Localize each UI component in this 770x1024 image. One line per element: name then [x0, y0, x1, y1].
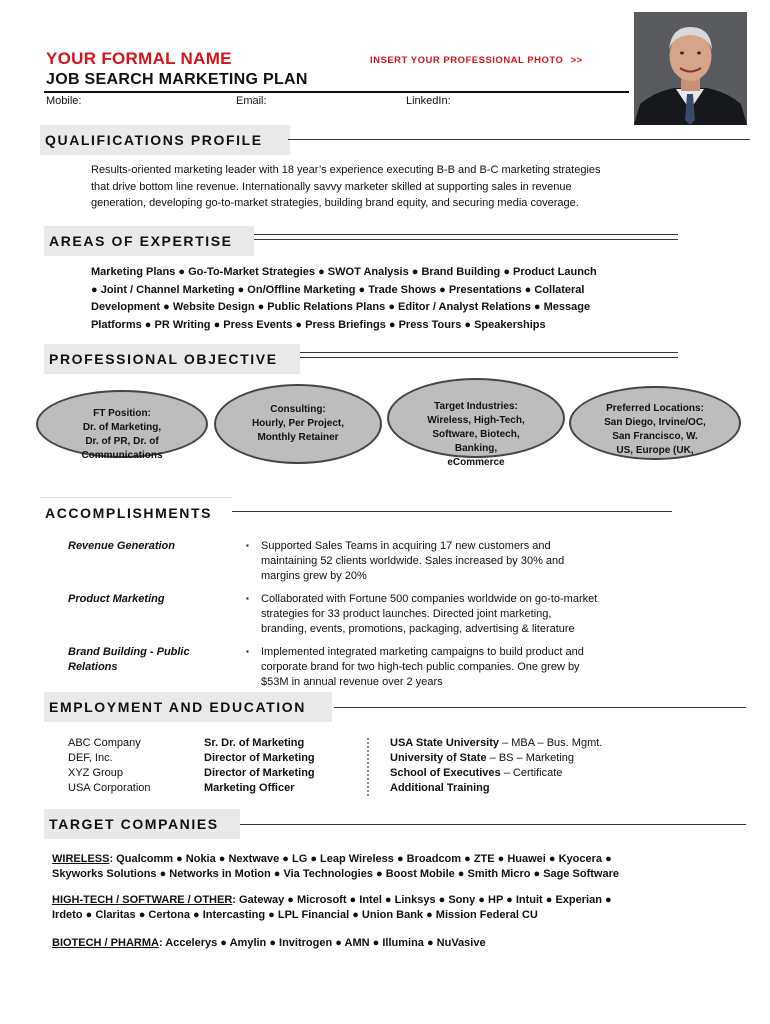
- school-name: School of Executives: [390, 767, 501, 779]
- target-line: Irdeto ● Claritas ● Certona ● Intercasting ● LPL Financial ● Union Bank ● Mission Federal CU: [52, 909, 538, 921]
- expertise-list: [91, 264, 741, 334]
- expertise-line: ● Joint / Channel Marketing ● On/Offline Marketing ● Trade Shows ● Presentations ● Collateral: [91, 283, 585, 296]
- accomplishment-label-line: Relations: [68, 661, 118, 673]
- photo-arrows: >>: [570, 55, 583, 66]
- job-title: Sr. Dr. of Marketing: [204, 737, 305, 749]
- oval-line: Wireless, High-Tech,: [427, 415, 525, 426]
- target-group-hightech: [52, 893, 752, 923]
- email-label: Email:: [236, 95, 267, 107]
- job-title: Director of Marketing: [204, 752, 315, 764]
- education-list: [390, 736, 602, 796]
- objective-oval-industries: [387, 378, 565, 468]
- qualifications-section-title: QUALIFICATIONS PROFILE: [40, 125, 290, 155]
- objective-rule: [300, 352, 678, 358]
- degree-detail: – BS – Marketing: [486, 752, 575, 764]
- oval-line: San Francisco, W.: [612, 431, 698, 442]
- education-item: [390, 766, 602, 781]
- oval-line: Target Industries:: [434, 401, 518, 412]
- accomplishment-line: $53M in annual revenue over 2 years: [261, 676, 443, 688]
- target-companies: : Qualcomm ● Nokia ● Nextwave ● LG ● Leap Wireless ● Broadcom ● ZTE ● Huawei ● Kyocera ●: [109, 853, 612, 865]
- oval-line: Software, Biotech,: [432, 429, 520, 440]
- oval-line: Dr. of PR, Dr. of: [85, 436, 159, 447]
- expertise-line: Platforms ● PR Writing ● Press Events ● Press Briefings ● Press Tours ● Speakerships: [91, 318, 546, 331]
- qualifications-line: Results-oriented marketing leader with 18 year’s experience executing B-B and B-C marketing strategies: [91, 164, 601, 176]
- accomplishment-line: maintaining 52 clients worldwide. Sales increased by 30% and: [261, 555, 565, 567]
- oval-line: Consulting:: [270, 404, 326, 415]
- target-line: [52, 936, 752, 951]
- target-group-label: HIGH-TECH / SOFTWARE / OTHER: [52, 894, 233, 906]
- linkedin-label: LinkedIn:: [406, 95, 451, 107]
- accomplishment-line: Collaborated with Fortune 500 companies worldwide on go-to-market: [261, 593, 598, 605]
- oval-line: Banking,: [454, 443, 498, 454]
- employment-rule: [334, 707, 746, 708]
- target-line: Skyworks Solutions ● Networks in Motion ● Via Technologies ● Boost Mobile ● Smith Micro ● Sage Software: [52, 868, 620, 880]
- job-title: Director of Marketing: [204, 767, 315, 779]
- accomplishment-label-revenue: Revenue Generation: [68, 540, 175, 552]
- expertise-section-title: AREAS OF EXPERTISE: [44, 226, 254, 256]
- accomplishment-label-brand: [68, 645, 190, 675]
- accomplishment-line: branding, events, promotions, packaging, advertising & literature: [261, 623, 575, 635]
- school-name: University of State: [390, 752, 487, 764]
- objective-oval-locations: [569, 386, 741, 460]
- photo-label-text: INSERT YOUR PROFESSIONAL PHOTO: [370, 55, 564, 66]
- accomplishment-line: strategies for 33 product launches. Directed joint marketing,: [261, 608, 552, 620]
- photo-placeholder-label: [370, 55, 583, 66]
- employment-section-title: EMPLOYMENT AND EDUCATION: [44, 692, 332, 722]
- oval-line: Dr. of Marketing,: [82, 422, 162, 433]
- qualifications-line: that drive bottom line revenue. Internationally savvy marketer skilled at supporting sales in revenue: [91, 180, 572, 193]
- job-title: Marketing Officer: [204, 782, 295, 794]
- oval-line: Monthly Retainer: [257, 432, 339, 443]
- oval-line: US, Europe (UK,: [616, 445, 694, 456]
- company-list: [68, 736, 151, 796]
- school-name: Additional Training: [390, 782, 490, 794]
- company-name: XYZ Group: [68, 767, 124, 779]
- professional-photo: [634, 12, 747, 125]
- target-group-label: BIOTECH / PHARMA: [52, 937, 159, 949]
- accomplishment-label-product: Product Marketing: [68, 593, 165, 605]
- mobile-label: Mobile:: [46, 95, 82, 107]
- target-companies: : Accelerys ● Amylin ● Invitrogen ● AMN ● Illumina ● NuVasive: [158, 937, 486, 949]
- oval-line: Communications: [81, 450, 163, 461]
- qualifications-line: generation, developing go-to-market strategies, building brand equity, and securing media coverage.: [91, 197, 579, 209]
- oval-line: Hourly, Per Project,: [251, 418, 345, 429]
- target-companies: : Gateway ● Microsoft ● Intel ● Linksys ● Sony ● HP ● Intuit ● Experian ●: [232, 894, 612, 906]
- accomplishment-bullet: ▪: [246, 647, 249, 656]
- accomplishment-line: Supported Sales Teams in acquiring 17 new customers and: [261, 540, 551, 552]
- company-name: ABC Company: [68, 737, 141, 749]
- targets-rule: [240, 824, 746, 825]
- education-item: [390, 751, 602, 766]
- target-line: [52, 893, 752, 908]
- oval-line: FT Position:: [93, 408, 151, 419]
- degree-detail: – Certificate: [500, 767, 563, 779]
- document-subtitle: JOB SEARCH MARKETING PLAN: [46, 71, 308, 88]
- job-title-list: [204, 736, 315, 796]
- school-name: USA State University: [390, 737, 500, 749]
- target-group-biotech: [52, 936, 752, 951]
- employment-divider: [367, 738, 369, 796]
- accomplishment-line: Implemented integrated marketing campaigns to build product and: [261, 646, 584, 658]
- objective-section-title: PROFESSIONAL OBJECTIVE: [44, 344, 300, 374]
- qualifications-text: [91, 162, 731, 212]
- education-item: [390, 781, 602, 796]
- accomplishment-text-brand: [261, 645, 741, 690]
- accomplishment-text-revenue: [261, 539, 741, 584]
- accomplishment-line: margins grew by 20%: [261, 570, 367, 582]
- target-group-wireless: [52, 852, 752, 882]
- oval-line: San Diego, Irvine/OC,: [604, 417, 706, 428]
- accomplishment-text-product: [261, 592, 741, 637]
- qualifications-rule: [288, 139, 750, 140]
- expertise-rule: [254, 234, 678, 240]
- targets-section-title: TARGET COMPANIES: [44, 809, 240, 839]
- target-line: [52, 852, 752, 867]
- oval-line: eCommerce: [447, 457, 505, 468]
- accomplishments-section-title: ACCOMPLISHMENTS: [40, 497, 232, 528]
- objective-oval-consulting: [214, 384, 382, 464]
- objective-oval-ft-position: [36, 390, 208, 461]
- company-name: DEF, Inc.: [68, 752, 113, 764]
- accomplishment-label-line: Brand Building - Public: [68, 646, 190, 658]
- company-name: USA Corporation: [68, 782, 151, 794]
- expertise-line: Marketing Plans ● Go-To-Market Strategies ● SWOT Analysis ● Brand Building ● Product Launch: [91, 266, 597, 278]
- accomplishment-bullet: ▪: [246, 541, 249, 550]
- accomplishments-rule: [232, 511, 672, 512]
- expertise-line: Development ● Website Design ● Public Relations Plans ● Editor / Analyst Relations ● Message: [91, 301, 591, 313]
- name-heading: YOUR FORMAL NAME: [46, 49, 232, 68]
- oval-line: Preferred Locations:: [606, 403, 704, 414]
- accomplishment-bullet: ▪: [246, 594, 249, 603]
- accomplishment-line: corporate brand for two high-tech public companies. One grew by: [261, 661, 580, 673]
- header-rule: [44, 91, 629, 93]
- education-item: [390, 736, 602, 751]
- degree-detail: – MBA – Bus. Mgmt.: [499, 737, 603, 749]
- target-group-label: WIRELESS: [52, 853, 110, 865]
